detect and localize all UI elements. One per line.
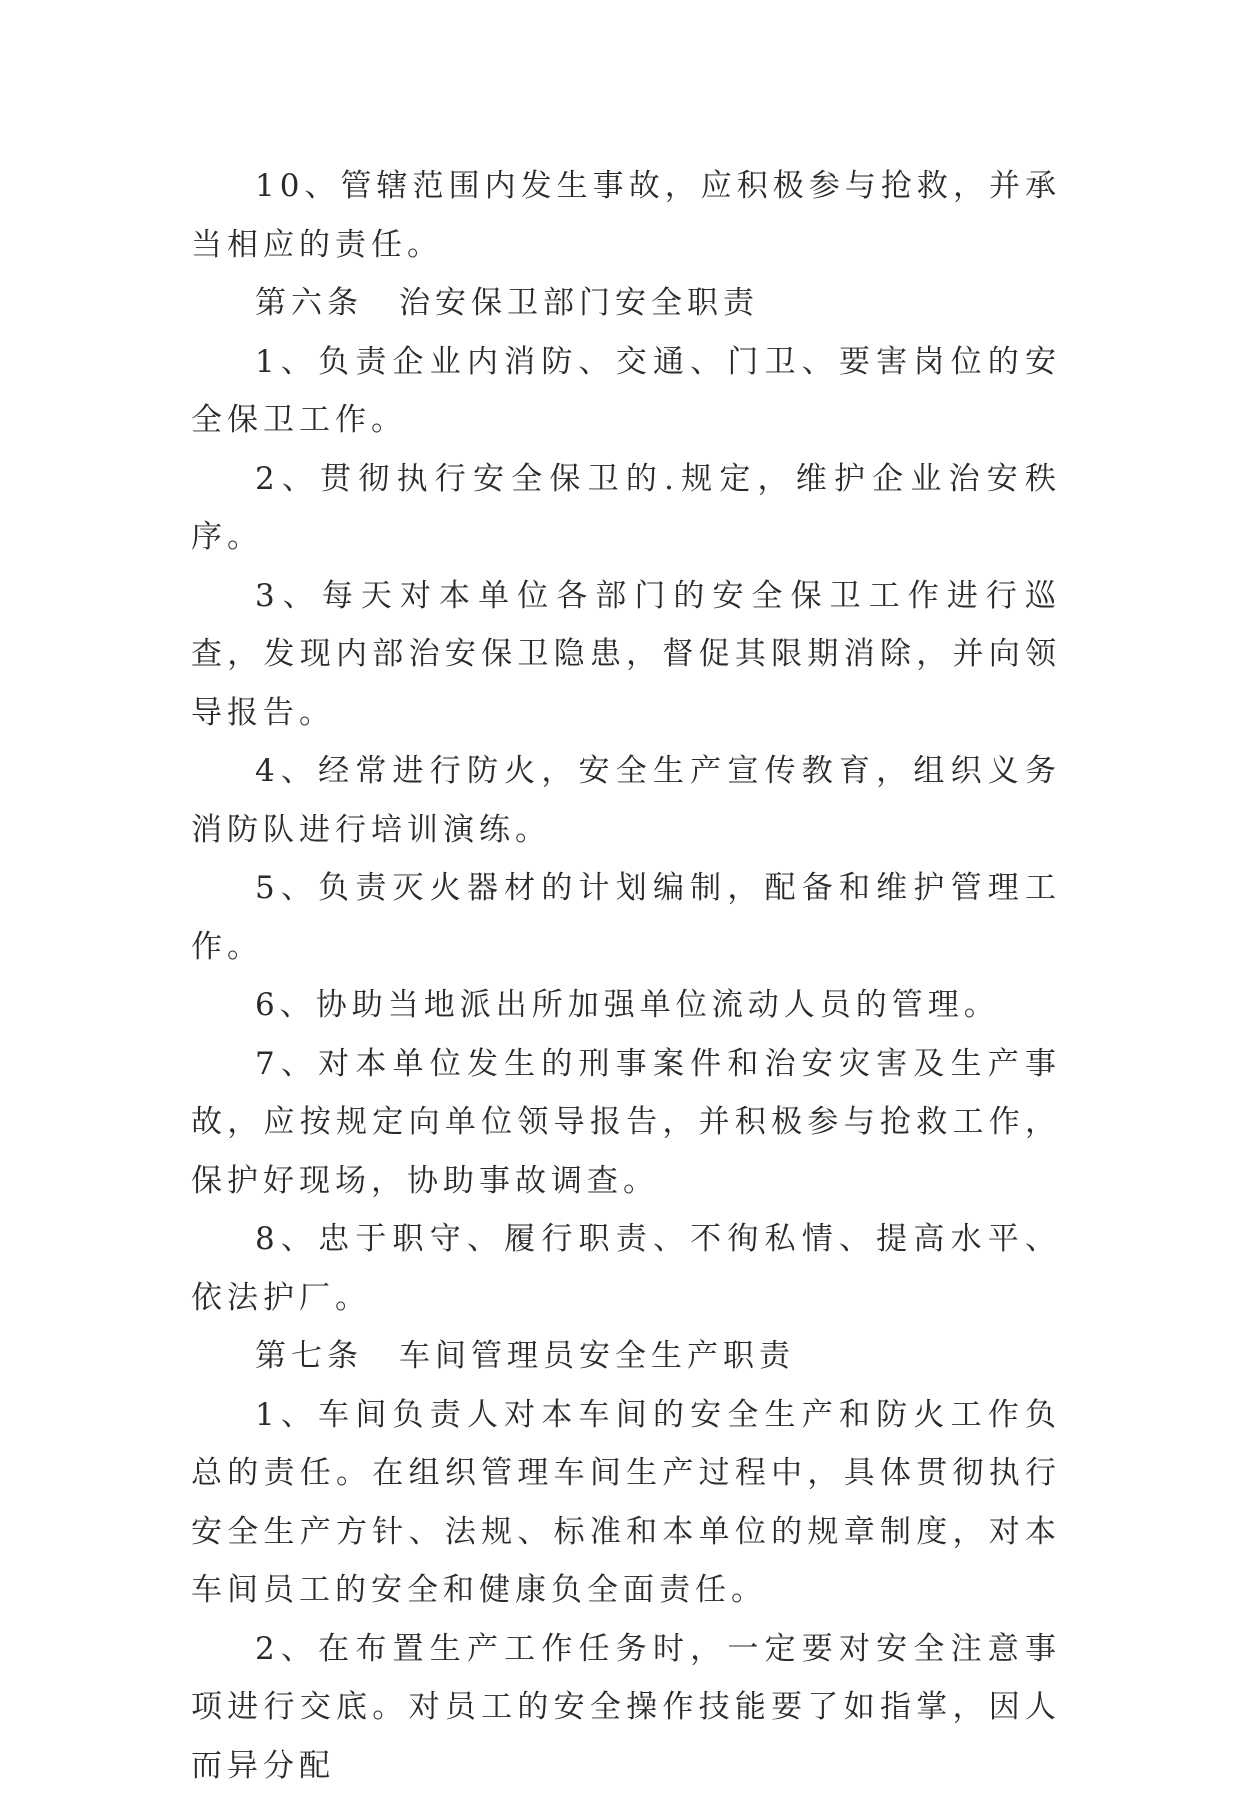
paragraph-item-4: 4、经常进行防火，安全生产宣传教育，组织义务消防队进行培训演练。 [191,742,1061,859]
paragraph-item-10: 10、管辖范围内发生事故，应积极参与抢救，并承当相应的责任。 [191,157,1061,274]
document-body [191,157,1061,1795]
article-6-heading: 第六条 治安保卫部门安全职责 [191,274,1061,333]
paragraph-item-6: 6、协助当地派出所加强单位流动人员的管理。 [191,976,1061,1035]
paragraph-item-5: 5、负责灭火器材的计划编制，配备和维护管理工作。 [191,859,1061,976]
article-7-heading: 第七条 车间管理员安全生产职责 [191,1327,1061,1386]
paragraph-item-2: 2、贯彻执行安全保卫的.规定，维护企业治安秩序。 [191,450,1061,567]
paragraph-item-2-workshop: 2、在布置生产工作任务时，一定要对安全注意事项进行交底。对员工的安全操作技能要了如指掌，因人而异分配 [191,1620,1061,1795]
paragraph-item-8: 8、忠于职守、履行职责、不徇私情、提高水平、依法护厂。 [191,1210,1061,1327]
paragraph-item-1: 1、负责企业内消防、交通、门卫、要害岗位的安全保卫工作。 [191,333,1061,450]
paragraph-item-1-workshop: 1、车间负责人对本车间的安全生产和防火工作负总的责任。在组织管理车间生产过程中，具体贯彻执行安全生产方针、法规、标准和本单位的规章制度，对本车间员工的安全和健康负全面责任。 [191,1386,1061,1620]
paragraph-item-3: 3、每天对本单位各部门的安全保卫工作进行巡查，发现内部治安保卫隐患，督促其限期消除，并向领导报告。 [191,567,1061,743]
paragraph-item-7: 7、对本单位发生的刑事案件和治安灾害及生产事故，应按规定向单位领导报告，并积极参与抢救工作，保护好现场，协助事故调查。 [191,1035,1061,1211]
